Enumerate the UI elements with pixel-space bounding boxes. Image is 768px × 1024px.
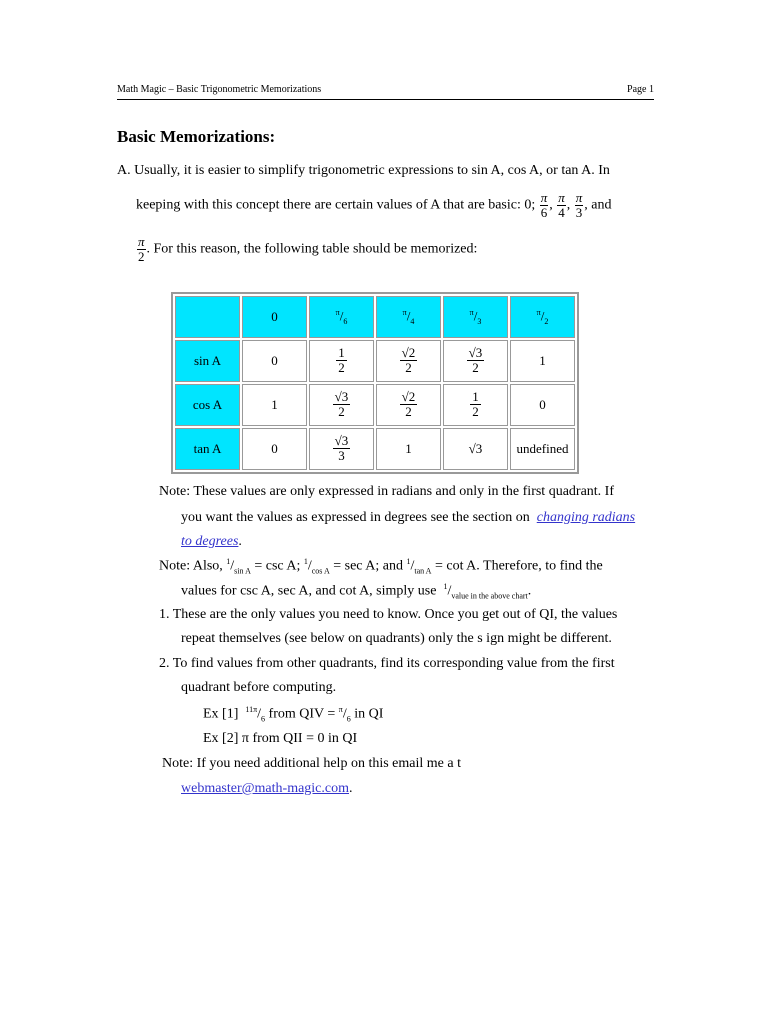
section-heading: Basic Memorizations: — [117, 127, 276, 146]
to-degrees-link[interactable]: to degrees — [181, 534, 239, 549]
table-cell: 1 — [510, 340, 575, 382]
frac-pi-3: $\frac{\pi}{3}$ — [575, 190, 583, 220]
item2-line1: 2. To find values from other quadrants, find its corresponding value from the first — [159, 656, 615, 671]
table-cell: $\frac{√2}{2}$ — [376, 384, 441, 426]
frac-pi-6: $\frac{\pi}{6}$ — [540, 190, 548, 220]
table-row — [175, 340, 575, 382]
row-label: sin A — [175, 340, 240, 382]
item1-line2: repeat themselves (see below on quadrants) only the s ign might be different. — [181, 631, 612, 646]
table-cell: $\frac{√3}{3}$ — [309, 428, 374, 470]
header-cell: $^\pi/_2$ — [510, 296, 575, 338]
table-row — [175, 384, 575, 426]
table-cell: 0 — [510, 384, 575, 426]
frac-pi-4: $\frac{\pi}{4}$ — [558, 190, 565, 220]
email-link[interactable]: webmaster@math-magic.com — [181, 781, 349, 796]
frac-pi-2: $\frac{\pi}{2}$ — [138, 234, 145, 264]
table-cell: 0 — [242, 428, 307, 470]
changing-radians-link[interactable]: changing radians — [536, 510, 636, 525]
table-cell: $\frac{√3}{2}$ — [309, 384, 374, 426]
trig-table — [171, 292, 579, 474]
table-cell: √3 — [443, 428, 508, 470]
note2-line1: Note: Also, $^1/_{sin A} = \csc A$; $^1/_{cos A} = \sec A$; and $^1/_{tan A} = \cot A$. Therefore, to find the — [159, 557, 603, 576]
para-a-line1: A. Usually, it is easier to simplify trigonometric expressions to sin A, cos A, or tan A. In — [117, 163, 610, 178]
note3-line2: webmaster@math-magic.com. — [181, 781, 353, 796]
item2-line2: quadrant before computing. — [181, 680, 337, 695]
header-rule — [117, 99, 654, 100]
example-2: Ex [2] π from QII = 0 in QI — [203, 731, 358, 746]
table-cell: $\frac{√3}{2}$ — [443, 340, 508, 382]
table-cell: 1 — [376, 428, 441, 470]
row-label: tan A — [175, 428, 240, 470]
para-a-line3: $\frac{\pi}{2}$ . For this reason, the following table should be memorized: — [138, 234, 478, 264]
header-title: Math Magic – Basic Trigonometric Memorizations — [117, 84, 322, 95]
table-cell: 1 — [242, 384, 307, 426]
para-a-line2: keeping with this concept there are certain values of A that are basic: 0; $\frac{\pi}{6}$ , $\frac{\pi}{4}$ , $\frac{\pi}{3}$ , and — [136, 190, 612, 220]
header-cell: 0 — [242, 296, 307, 338]
page-header — [117, 84, 654, 95]
note3-line1: Note: If you need additional help on this email me a t — [162, 756, 461, 771]
example-1: Ex [1] $^{11\pi}/_6$ from QIV = $^\pi/_6$ in QI — [203, 705, 384, 724]
table-header-row — [175, 296, 575, 338]
note2-line2: values for csc A, sec A, and cot A, simply use $^1/_{value in the above chart}$. — [181, 582, 532, 601]
row-label: cos A — [175, 384, 240, 426]
table-cell: $\frac{√2}{2}$ — [376, 340, 441, 382]
note1-line1: Note: These values are only expressed in radians and only in the first quadrant. If — [159, 484, 614, 499]
note1-line2: you want the values as expressed in degrees see the section on changing radians — [181, 510, 636, 525]
header-cell: $^\pi/_6$ — [309, 296, 374, 338]
header-cell: $^\pi/_3$ — [443, 296, 508, 338]
table-corner-cell — [175, 296, 240, 338]
header-cell: $^\pi/_4$ — [376, 296, 441, 338]
table-cell: $\frac{1}{2}$ — [309, 340, 374, 382]
table-cell: 0 — [242, 340, 307, 382]
table-cell: undefined — [510, 428, 575, 470]
item1-line1: 1. These are the only values you need to know. Once you get out of QI, the values — [159, 607, 618, 622]
note1-line3: to degrees. — [181, 534, 242, 549]
para-a-text: keeping with this concept there are certain values of A that are basic: 0; — [136, 197, 536, 213]
table-cell: $\frac{1}{2}$ — [443, 384, 508, 426]
table-row — [175, 428, 575, 470]
page-number: Page 1 — [627, 84, 654, 95]
